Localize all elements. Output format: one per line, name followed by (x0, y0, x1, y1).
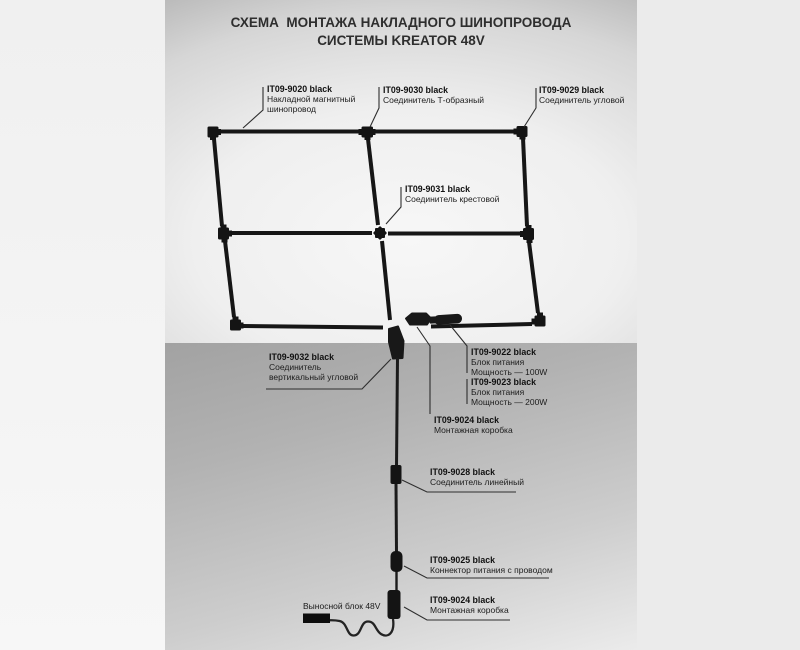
part-code: IT09-9025 black (430, 555, 496, 565)
wall-rail-2 (396, 484, 397, 552)
cross-connector (373, 226, 387, 240)
scheme-title-line2: СИСТЕМЫ KREATOR 48V (317, 33, 485, 48)
vertical-corner-connector (389, 327, 404, 359)
part-desc: Блок питания (471, 357, 525, 367)
label-remote-driver-48v (303, 601, 380, 611)
part-desc: Соединитель угловой (539, 95, 625, 105)
t-connector-middle-right (520, 225, 534, 243)
part-code: IT09-9024 black (434, 415, 500, 425)
part-desc: шинопровод (267, 104, 316, 114)
remote-driver-block (303, 614, 330, 624)
rail-right-lower (529, 242, 538, 313)
label-mounting-box-9024-bottom (430, 595, 509, 615)
scheme-title (165, 14, 637, 50)
power-feed-connector (391, 551, 403, 572)
rail-bottom-left (243, 326, 383, 328)
scheme-title-line1: СХЕМА МОНТАЖА НАКЛАДНОГО ШИНОПРОВОДА (230, 15, 572, 30)
leader-9029 (524, 88, 536, 127)
label-mounting-box-9024-top (434, 415, 513, 435)
part-code: IT09-9031 black (405, 184, 471, 194)
part-code: IT09-9032 black (269, 352, 335, 362)
label-track-9020 (267, 84, 355, 114)
part-desc: вертикальный угловой (269, 372, 359, 382)
label-power-connector-9025 (430, 555, 553, 575)
rail-mid-lower (382, 241, 390, 320)
label-linear-connector-9028 (430, 467, 524, 487)
mounting-box-bottom (388, 590, 401, 619)
leader-9020 (243, 87, 263, 128)
part-desc: Мощность — 200W (471, 397, 548, 407)
part-code: IT09-9022 black (471, 347, 537, 357)
part-code: IT09-9023 black (471, 377, 537, 387)
rail-left-upper (214, 139, 222, 226)
leader-9031 (386, 187, 401, 224)
part-desc: Мощность — 100W (471, 367, 548, 377)
part-desc: Выносной блок 48V (303, 601, 381, 611)
corner-connector-bottom-right (532, 313, 546, 327)
corner-connector-bottom-left (230, 317, 244, 331)
part-code: IT09-9029 black (539, 85, 605, 95)
part-code: IT09-9028 black (430, 467, 496, 477)
label-psu-100w-9022 (471, 347, 547, 377)
part-code: IT09-9020 black (267, 84, 333, 94)
leader-9024a (417, 327, 430, 414)
part-desc: Блок питания (471, 387, 525, 397)
label-vertical-corner-9032 (269, 352, 358, 382)
part-desc: Соединитель Т-образный (383, 95, 484, 105)
leader-9030 (370, 87, 379, 127)
part-desc: Соединитель крестовой (405, 194, 500, 204)
label-corner-connector-9029 (539, 85, 624, 105)
rail-mid-upper (368, 139, 378, 225)
label-psu-200w-9023 (471, 377, 547, 407)
part-desc: Соединитель линейный (430, 477, 524, 487)
linear-connector (391, 465, 402, 484)
rail-right-upper (523, 138, 527, 226)
part-code: IT09-9024 black (430, 595, 496, 605)
corner-connector-top-left (208, 127, 222, 141)
part-desc: Накладной магнитный (267, 94, 356, 104)
wall-rail-1 (397, 358, 398, 466)
part-desc: Монтажная коробка (430, 605, 509, 615)
leader-9022 (450, 325, 467, 373)
rail-left-lower (225, 241, 234, 317)
label-cross-connector-9031 (405, 184, 499, 204)
t-connector-middle-left (218, 225, 232, 243)
wall-track (303, 358, 403, 636)
label-t-connector-9030 (383, 85, 484, 105)
part-desc: Монтажная коробка (434, 425, 513, 435)
rail-bottom-right (431, 324, 532, 327)
power-supply-unit (430, 315, 461, 324)
power-cable-wave (330, 619, 394, 636)
mounting-box-top (406, 314, 431, 325)
corner-connector-top-right (514, 126, 528, 140)
t-connector-top (359, 127, 376, 141)
part-desc: Коннектор питания с проводом (430, 565, 553, 575)
part-code: IT09-9030 black (383, 85, 449, 95)
part-desc: Соединитель (269, 362, 322, 372)
